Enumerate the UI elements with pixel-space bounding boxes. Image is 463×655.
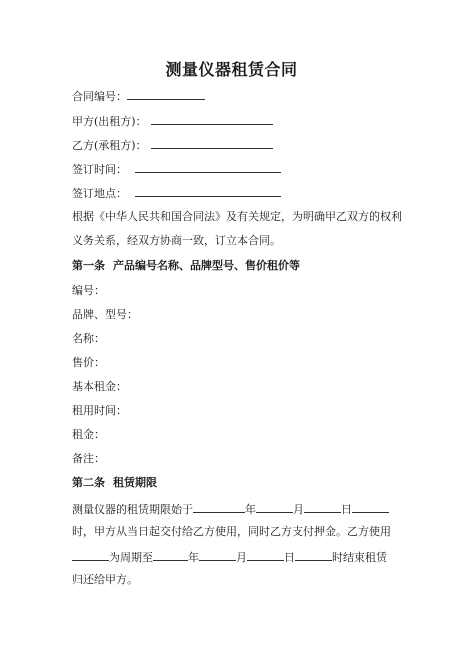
lease-end-hour-blank: [295, 549, 332, 561]
year-label: 年: [188, 551, 199, 564]
article-1-heading: [72, 259, 300, 273]
party-b-row: [72, 137, 273, 153]
party-a-blank: [151, 113, 273, 125]
lease-end-month-blank: [199, 549, 236, 561]
lease-start-hour-blank: [352, 501, 389, 513]
article-1-item-brand: 品牌、型号：: [72, 308, 138, 321]
lease-start-day-blank: [304, 501, 341, 513]
article-1-title: 产品编号名称、品牌型号、售价租价等: [113, 259, 300, 272]
article-1-number: 第一条: [72, 259, 105, 272]
party-b-label: 乙方(承租方)：: [72, 139, 147, 152]
sign-place-label: 签订地点：: [72, 187, 127, 200]
article-1-item-price: 售价：: [72, 356, 105, 369]
lease-period-blank: [72, 549, 109, 561]
intro-line-1: 根据《中华人民共和国合同法》及有关规定，为明确甲乙双方的权利: [72, 210, 402, 223]
article-2-heading: [72, 476, 157, 490]
article-2-line-4: 归还给甲方。: [72, 573, 138, 586]
intro-line-2: 义务关系，经双方协商一致，订立本合同。: [72, 234, 281, 247]
article-2-line-1: [72, 501, 389, 517]
month-label: 月: [236, 551, 247, 564]
article-1-item-name: 名称：: [72, 332, 105, 345]
sign-place-blank: [135, 185, 281, 197]
article-2-line-2: 时，甲方从当日起交付给乙方使用，同时乙方支付押金。乙方使用: [72, 525, 391, 538]
article-2-title: 租赁期限: [113, 476, 157, 489]
article-2-number: 第二条: [72, 476, 105, 489]
party-a-label: 甲方(出租方)：: [72, 115, 147, 128]
sign-time-blank: [135, 161, 281, 173]
sign-time-row: [72, 161, 281, 177]
article-1-item-rent: 租金：: [72, 428, 105, 441]
contract-number-row: [72, 88, 205, 104]
lease-end-suffix: 时结束租赁: [332, 551, 387, 564]
article-1-item-rent-time: 租用时间：: [72, 404, 127, 417]
contract-number-blank: [127, 88, 205, 100]
document-title: 测量仪器租赁合同: [165, 60, 298, 79]
article-1-item-base-rent: 基本租金：: [72, 380, 127, 393]
day-label: 日: [341, 503, 352, 516]
contract-number-label: 合同编号：: [72, 90, 127, 103]
lease-start-month-blank: [256, 501, 293, 513]
month-label: 月: [293, 503, 304, 516]
sign-time-label: 签订时间：: [72, 163, 127, 176]
lease-end-text: 为周期至: [109, 551, 153, 564]
party-b-blank: [151, 137, 273, 149]
lease-end-year-blank: [153, 549, 188, 561]
article-1-item-remarks: 备注：: [72, 452, 105, 465]
sign-place-row: [72, 185, 281, 201]
lease-start-year-blank: [193, 501, 245, 513]
day-label: 日: [284, 551, 295, 564]
party-a-row: [72, 113, 273, 129]
year-label: 年: [245, 503, 256, 516]
lease-start-text: 测量仪器的租赁期限始于: [72, 503, 193, 516]
article-1-item-number: 编号：: [72, 284, 105, 297]
article-2-line-3: [72, 549, 387, 565]
lease-end-day-blank: [247, 549, 284, 561]
